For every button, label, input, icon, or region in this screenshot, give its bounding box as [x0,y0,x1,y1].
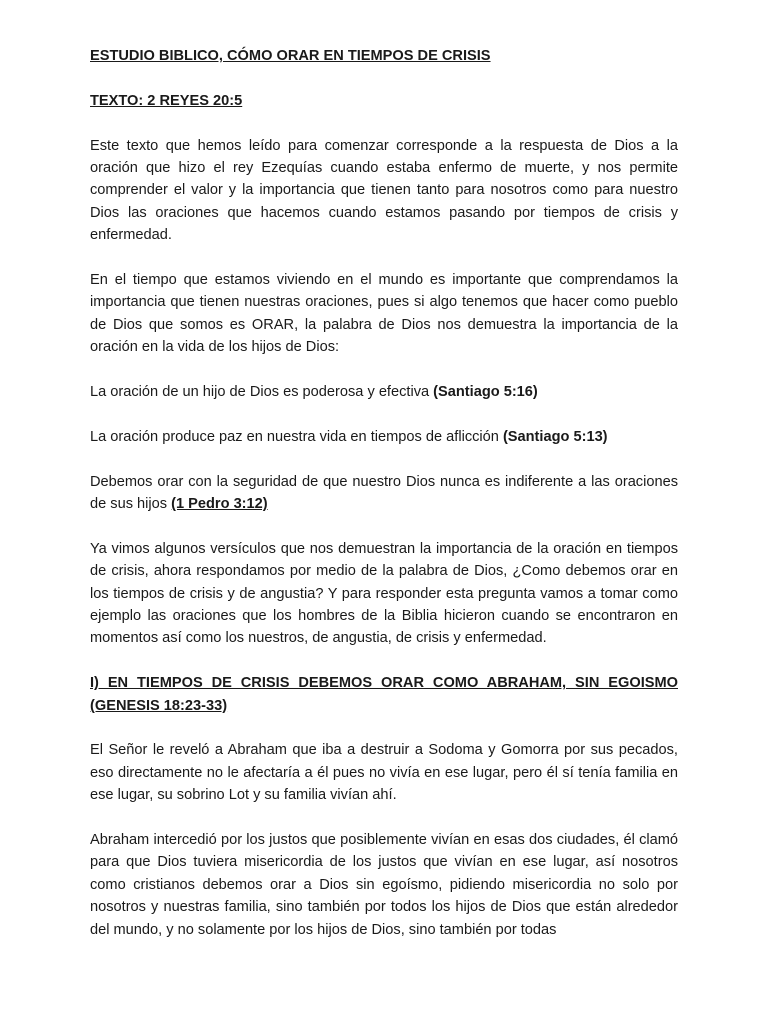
paragraph-intro: Este texto que hemos leído para comenzar corresponde a la respuesta de Dios a la oración que hizo el rey Ezequías cuando estaba enfermo de muerte, y nos permite comprender el valor y la importancia que tienen tanto para nosotros como para nuestro Dios las oraciones que hacemos cuando estamos pasando por tiempos de crisis y enfermedad. [90,137,678,244]
point-reference: (Santiago 5:13) [502,428,608,445]
paragraph-importance: En el tiempo que estamos viviendo en el mundo es importante que comprendamos la importancia que tienen nuestras oraciones, pues si algo tenemos que hacer como pueblo de Dios que somos es ORAR, la palabra de Dios nos demuestra la importancia de la oración en la vida de los hijos de Dios: [90,272,678,356]
title-text: ESTUDIO BIBLICO, CÓMO ORAR EN TIEMPOS DE CRISIS [90,48,491,64]
paragraph-sodoma: El Señor le reveló a Abraham que iba a destruir a Sodoma y Gomorra por sus pecados, eso directamente no le afectaría a él pues no vivía en ese lugar, pero él sí tenía familia en ese lugar, su sobrino Lot y su familia vivían ahí. [90,742,678,804]
texto-text: TEXTO: 2 REYES 20:5 [90,92,243,109]
point-prayer-powerful [90,381,678,403]
point-text: Debemos orar con la seguridad de que nuestro Dios nunca es indiferente a las oraciones de sus hijos [90,473,678,513]
document-page [90,45,678,963]
document-title [90,45,678,67]
point-reference: (1 Pedro 3:12) [171,496,268,513]
point-text: La oración produce paz en nuestra vida en tiempos de aflicción [90,428,503,445]
paragraph-intercession: Abraham intercedió por los justos que posiblemente vivían en esas dos ciudades, él clamó para que Dios tuviera misericordia de los justos que vivían en ese lugar, así nosotros como cristianos debemos orar a Dios sin egoísmo, pidiendo misericordia no solo por nosotros y nuestras familia, sino también por todos los hijos de Dios que están alrededor del mundo, y no solamente por los hijos de Dios, sino también por todas [90,832,678,938]
section-heading-text: I) EN TIEMPOS DE CRISIS DEBEMOS ORAR COMO ABRAHAM, SIN EGOISMO (GENESIS 18:23-33) [90,675,678,714]
point-reference: (Santiago 5:16) [433,384,538,401]
point-prayer-security [90,471,678,516]
point-prayer-peace [90,426,678,448]
point-text: La oración de un hijo de Dios es poderosa y efectiva [90,384,434,401]
paragraph-how-to-pray: Ya vimos algunos versículos que nos demuestran la importancia de la oración en tiempos de crisis, ahora respondamos por medio de la palabra de Dios, ¿Como debemos orar en los tiempos de crisis y de angustia? Y para responder esta pregunta vamos a tomar como ejemplo las oraciones que los hombres de la Biblia hicieron cuando se encontraron en momentos así como los nuestros, de angustia, de crisis y enfermedad. [90,540,678,647]
scripture-reference-heading [90,90,678,112]
section-heading-abraham [90,672,678,717]
